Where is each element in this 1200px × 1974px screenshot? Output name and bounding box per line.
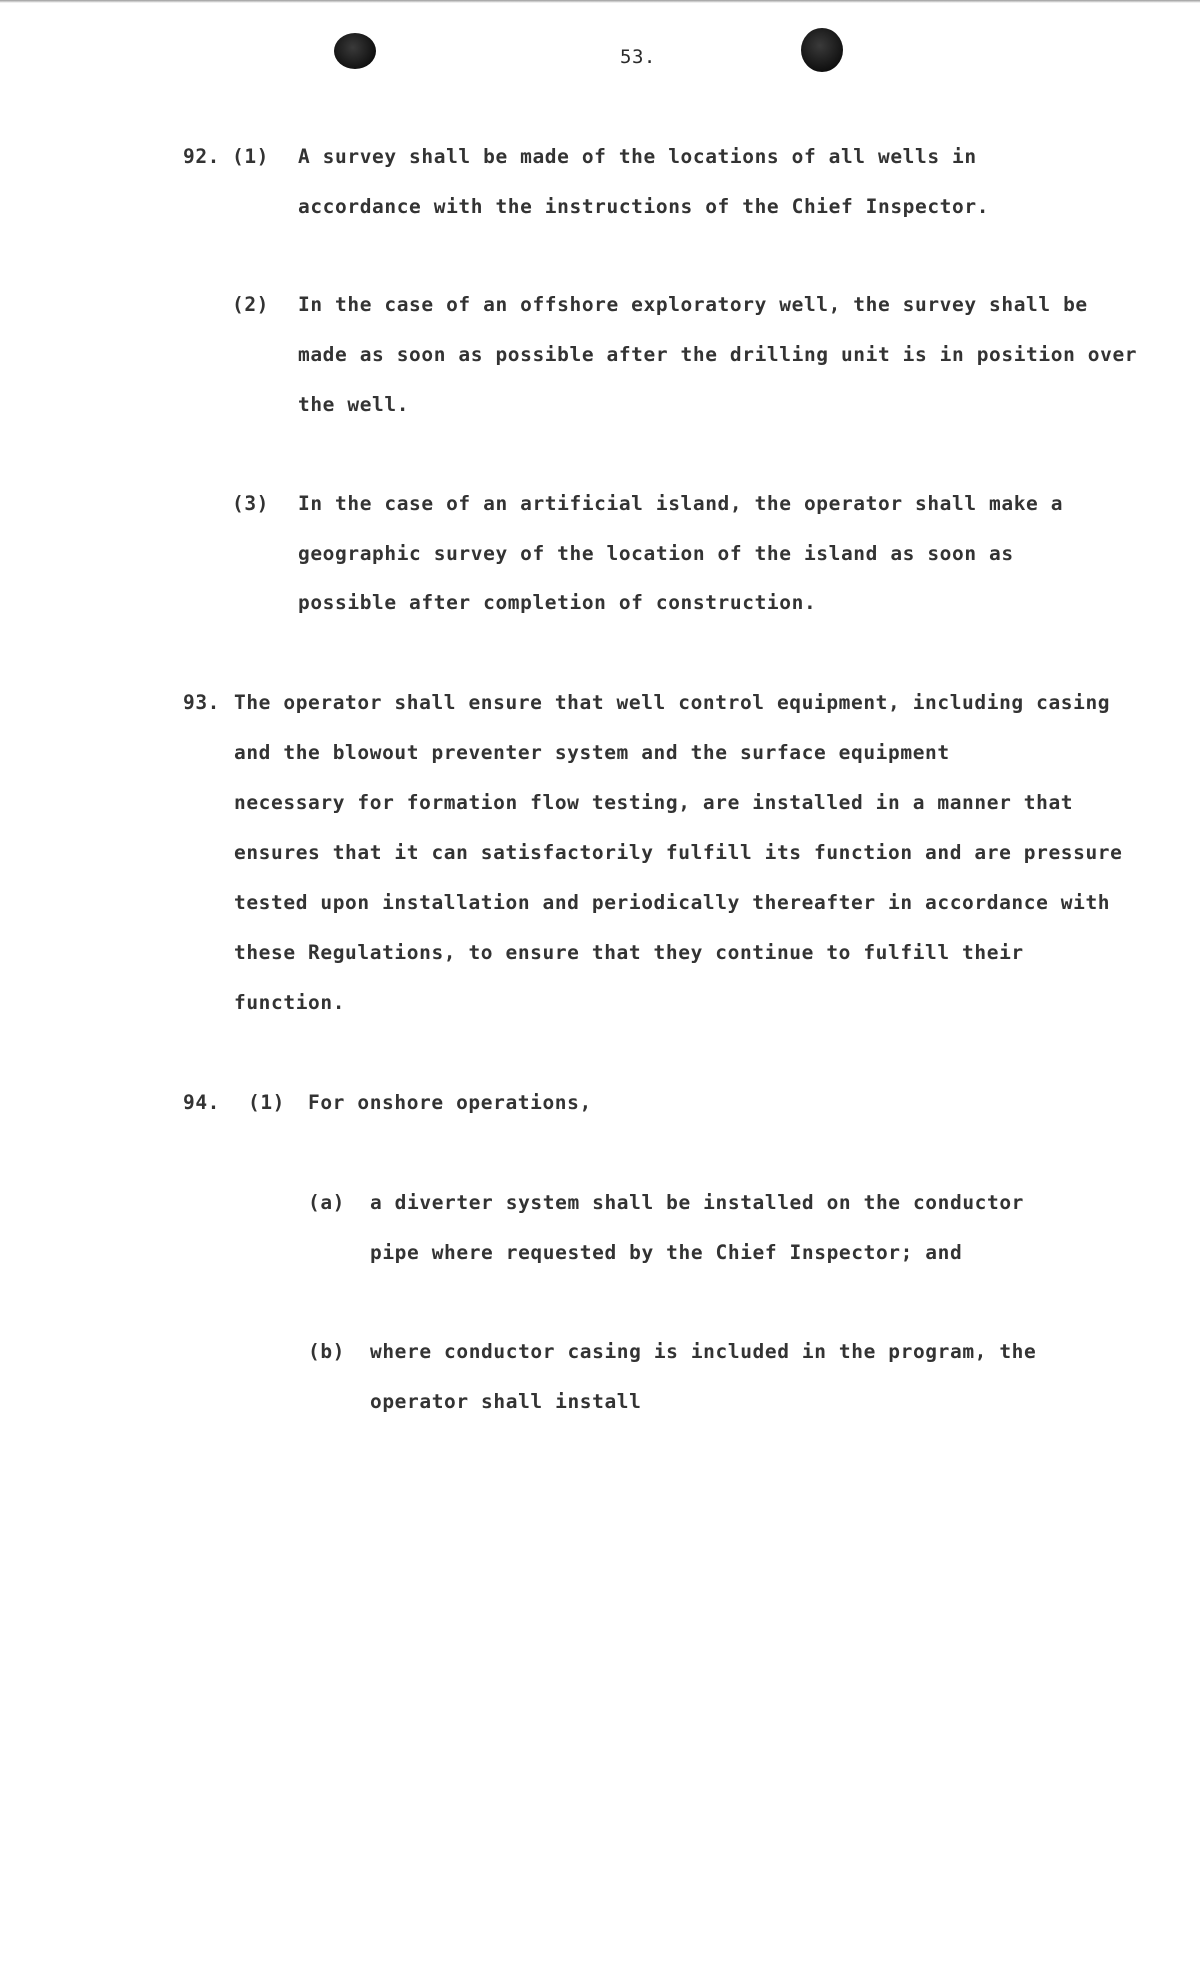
section-92-3-line: In the case of an artificial island, the operator shall make a — [298, 492, 1064, 515]
section-92-3-label: (3) — [232, 492, 270, 515]
punch-hole-left — [334, 33, 376, 69]
section-93-line: and the blowout preventer system and the surface equipment — [234, 741, 950, 764]
section-94-a-line: pipe where requested by the Chief Inspector; and — [370, 1241, 963, 1264]
section-94-b-label: (b) — [308, 1340, 346, 1363]
section-93-line: ensures that it can satisfactorily fulfill its function and are pressure — [234, 841, 1123, 864]
section-94-b-line: where conductor casing is included in the program, the — [370, 1340, 1037, 1363]
section-92-3-line: geographic survey of the location of the island as soon as — [298, 542, 1014, 565]
section-94-a-label: (a) — [308, 1191, 346, 1214]
page-number: 53. — [620, 46, 656, 68]
section-93-number: 93. — [183, 691, 221, 714]
section-94-b-line: operator shall install — [370, 1390, 642, 1413]
section-93-line: these Regulations, to ensure that they continue to fulfill their — [234, 941, 1024, 964]
section-92-2-line: made as soon as possible after the drilling unit is in position over — [298, 343, 1138, 366]
section-92-1-line: A survey shall be made of the locations of all wells in — [298, 145, 977, 168]
punch-hole-right — [801, 28, 843, 72]
section-92-2-line: In the case of an offshore exploratory well, the survey shall be — [298, 293, 1088, 316]
section-93-line: necessary for formation flow testing, are installed in a manner that — [234, 791, 1074, 814]
section-94-number: 94. — [183, 1091, 221, 1114]
section-92-1-line: accordance with the instructions of the Chief Inspector. — [298, 195, 990, 218]
section-94-1-text: For onshore operations, — [308, 1091, 592, 1114]
section-92-1-label: (1) — [232, 145, 270, 168]
section-92-2-label: (2) — [232, 293, 270, 316]
scan-top-edge — [0, 0, 1200, 3]
section-93-line: tested upon installation and periodically thereafter in accordance with — [234, 891, 1111, 914]
section-93-line: The operator shall ensure that well control equipment, including casing — [234, 691, 1111, 714]
section-92-3-line: possible after completion of construction. — [298, 591, 817, 614]
section-92-2-line: the well. — [298, 393, 410, 416]
section-93-line: function. — [234, 991, 346, 1014]
section-94-1-label: (1) — [248, 1091, 286, 1114]
section-94-a-line: a diverter system shall be installed on the conductor — [370, 1191, 1025, 1214]
section-92-number: 92. — [183, 145, 221, 168]
